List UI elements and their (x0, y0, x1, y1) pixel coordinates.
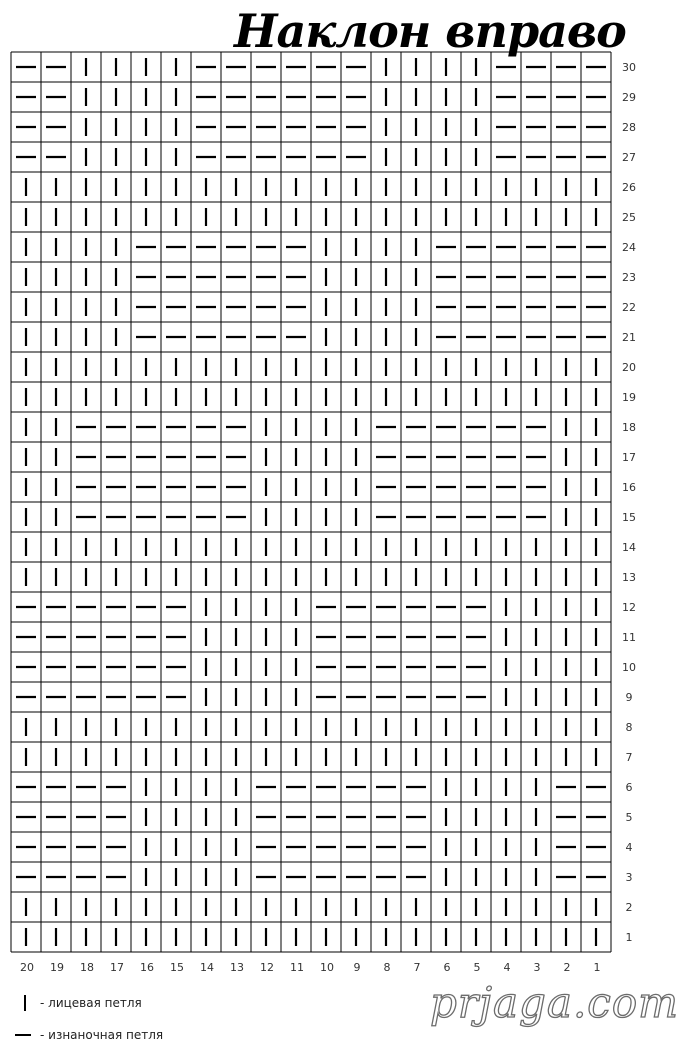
column-label: 2 (563, 961, 571, 974)
row-label: 14 (622, 541, 636, 554)
column-label: 13 (230, 961, 244, 974)
row-label: 19 (622, 391, 636, 404)
column-label: 7 (413, 961, 421, 974)
row-label: 15 (622, 511, 636, 524)
row-label: 23 (622, 271, 636, 284)
purl-stitch-icon (10, 1024, 40, 1046)
row-label: 2 (625, 901, 633, 914)
row-labels (622, 61, 636, 944)
row-label: 18 (622, 421, 636, 434)
row-label: 22 (622, 301, 636, 314)
row-label: 29 (622, 91, 636, 104)
row-label: 20 (622, 361, 636, 374)
column-label: 19 (50, 961, 64, 974)
column-label: 11 (290, 961, 304, 974)
row-label: 16 (622, 481, 636, 494)
column-label: 5 (473, 961, 481, 974)
row-label: 5 (625, 811, 633, 824)
column-label: 18 (80, 961, 94, 974)
row-label: 3 (625, 871, 633, 884)
legend-purl-stitch (10, 1024, 163, 1046)
row-label: 10 (622, 661, 636, 674)
column-label: 20 (20, 961, 34, 974)
row-label: 7 (625, 751, 633, 764)
column-label: 4 (503, 961, 511, 974)
row-label: 25 (622, 211, 636, 224)
row-label: 27 (622, 151, 636, 164)
row-label: 9 (625, 691, 633, 704)
row-label: 26 (622, 181, 636, 194)
chart-cells (11, 52, 611, 952)
row-label: 17 (622, 451, 636, 464)
row-label: 28 (622, 121, 636, 134)
row-label: 13 (622, 571, 636, 584)
row-label: 24 (622, 241, 636, 254)
column-label: 1 (593, 961, 601, 974)
column-label: 6 (443, 961, 451, 974)
row-label: 11 (622, 631, 636, 644)
watermark: prjaga.com (430, 978, 679, 1027)
row-label: 4 (625, 841, 633, 854)
row-label: 1 (625, 931, 633, 944)
chart-title: Наклон вправо (234, 4, 626, 58)
column-label: 14 (200, 961, 214, 974)
row-label: 8 (625, 721, 633, 734)
column-label: 9 (353, 961, 361, 974)
row-label: 21 (622, 331, 636, 344)
legend-purl-label: - изнаночная петля (40, 1028, 164, 1042)
column-label: 15 (170, 961, 184, 974)
column-label: 12 (260, 961, 274, 974)
legend-knit-stitch (10, 992, 142, 1014)
row-label: 6 (625, 781, 633, 794)
row-label: 12 (622, 601, 636, 614)
column-label: 8 (383, 961, 391, 974)
column-label: 16 (140, 961, 154, 974)
column-label: 3 (533, 961, 541, 974)
knit-stitch-icon (10, 992, 40, 1014)
legend-knit-label: - лицевая петля (40, 996, 142, 1010)
column-label: 10 (320, 961, 334, 974)
column-labels (20, 961, 601, 974)
row-label: 30 (622, 61, 636, 74)
column-label: 17 (110, 961, 124, 974)
